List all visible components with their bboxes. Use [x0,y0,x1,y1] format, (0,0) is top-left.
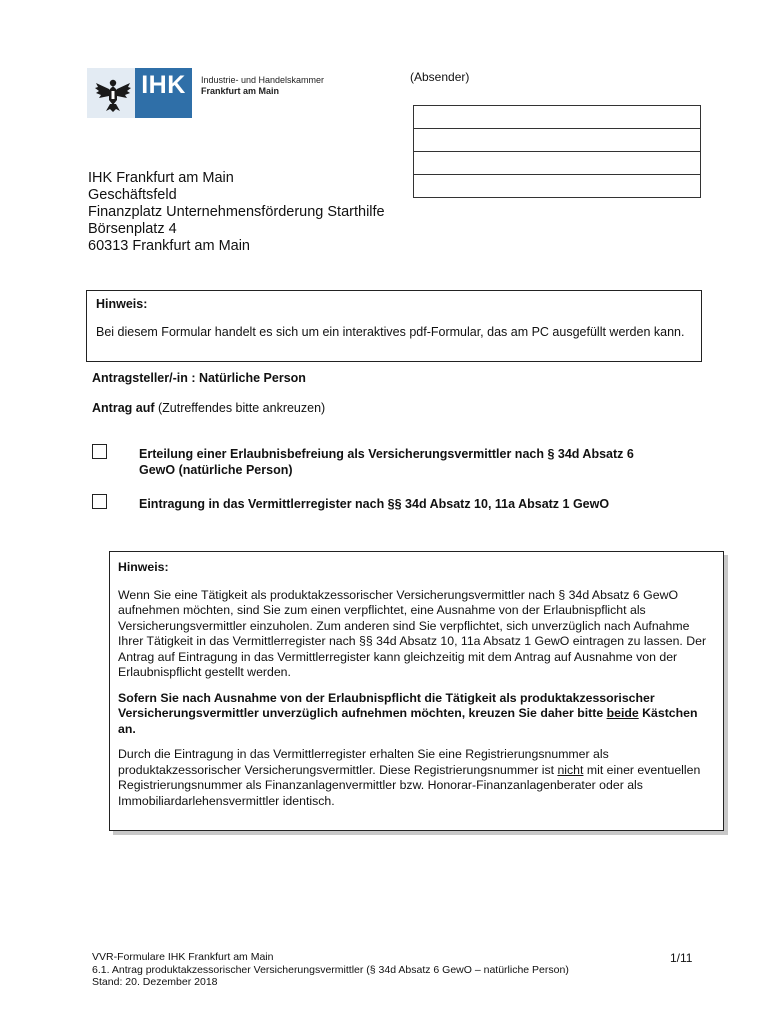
recipient-line: Börsenplatz 4 [88,221,177,237]
sender-input-1[interactable] [414,106,700,128]
sender-input-4[interactable] [414,175,700,197]
logo-brand-text: IHK [141,71,186,99]
notice-paragraph-bold [118,691,715,738]
notice-paragraph: Wenn Sie eine Tätigkeit als produktakzessorischer Versicherungsvermittler nach § 34d Absatz 6 GewO aufnehmen möchten, sind Sie zum einen verpflichtet, eine Ausnahme von der Erlaubnispflicht als Versicherungsvermittler einzuholen. Zum anderen sind Sie verpflichtet, sich unverzüglich nach Aufnahme Ihrer Tätigkeit in das Vermittlerregister nach §§ 34d Absatz 10, 11a Absatz 1 GewO eintragen zu lassen. Der Antrag auf Eintragung in das Vermittlerregister kann gleichzeitig mit dem Antrag auf Ausnahme von der Erlaubnispflicht gestellt werden. [118,587,707,679]
notice-text: mit einer eventuellen Registrierungsnummer als Finanzanlagenvermittler bzw. Honorar-Finanzanlagenberater oder als Immobiliardarlehensvermittler identisch. [118,762,701,808]
recipient-line: Finanzplatz Unternehmensförderung Starthilfe [88,204,385,220]
option-exemption-suffix: (natürliche Person) [175,463,293,477]
recipient-line: 60313 Frankfurt am Main [88,238,250,254]
sender-field-row[interactable] [413,128,701,151]
recipient-line: Geschäftsfeld [88,187,177,203]
notice-paragraph [118,747,715,809]
notice-body: Bei diesem Formular handelt es sich um ein interaktives pdf-Formular, das am PC ausgefüllt werden kann. [96,325,685,339]
option-registration-label: Eintragung in das Vermittlerregister nach §§ 34d Absatz 10, 11a Absatz 1 GewO [139,497,610,511]
notice-text: Sofern Sie nach Ausnahme von der Erlaubnispflicht die Tätigkeit als produktakzessorischer Versicherungsvermittler unverzüglich aufnehmen möchten, kreuzen Sie daher bitte [118,690,655,720]
logo-brand-block [135,68,192,118]
sender-fields [413,105,701,198]
request-hint: (Zutreffendes bitte ankreuzen) [154,401,326,415]
ihk-logo [87,68,337,118]
recipient-line: IHK Frankfurt am Main [88,170,234,186]
notice-title: Hinweis: [118,560,169,574]
request-instruction [92,401,325,415]
applicant-type-heading: Antragsteller/-in : Natürliche Person [92,371,306,385]
eagle-crest-icon [93,74,133,114]
page-footer [92,951,569,989]
sender-input-3[interactable] [414,152,700,174]
option-exemption-label [139,446,659,478]
request-label: Antrag auf [92,401,155,415]
logo-name-line1: Industrie- und Handelskammer [201,75,325,85]
sender-label: (Absender) [410,70,470,84]
sender-field-row[interactable] [413,174,701,198]
notice-box-requirements [109,551,724,831]
sender-input-2[interactable] [414,129,700,151]
option-exemption-text: Erteilung einer Erlaubnisbefreiung als Versicherungsvermittler nach § 34d Absatz 6 GewO [139,447,634,477]
logo-name-line2: Frankfurt am Main [201,86,280,96]
sender-field-row[interactable] [413,151,701,174]
notice-underlined-word: nicht [557,762,584,777]
footer-line: VVR-Formulare IHK Frankfurt am Main [92,951,274,963]
checkbox-exemption[interactable] [92,444,107,459]
sender-field-row[interactable] [413,105,701,128]
page-number: 1/11 [670,951,693,965]
footer-line: 6.1. Antrag produktakzessorischer Versicherungsvermittler (§ 34d Absatz 6 GewO – natürliche Person) [92,963,569,976]
logo-organization-name [201,75,324,97]
notice-box-interactive-form [86,290,702,362]
notice-underlined-word: beide [606,706,639,720]
footer-line: Stand: 20. Dezember 2018 [92,976,218,988]
notice-title: Hinweis: [96,297,148,311]
recipient-address [88,170,385,255]
notice-text: Durch die Eintragung in das Vermittlerregister erhalten Sie eine Registrierungsnummer als produktakzessorischer Versicherungsvermittler. Diese Registrierungsnummer ist [118,747,609,777]
notice-text: Kästchen an. [118,706,698,736]
checkbox-registration[interactable] [92,494,107,509]
